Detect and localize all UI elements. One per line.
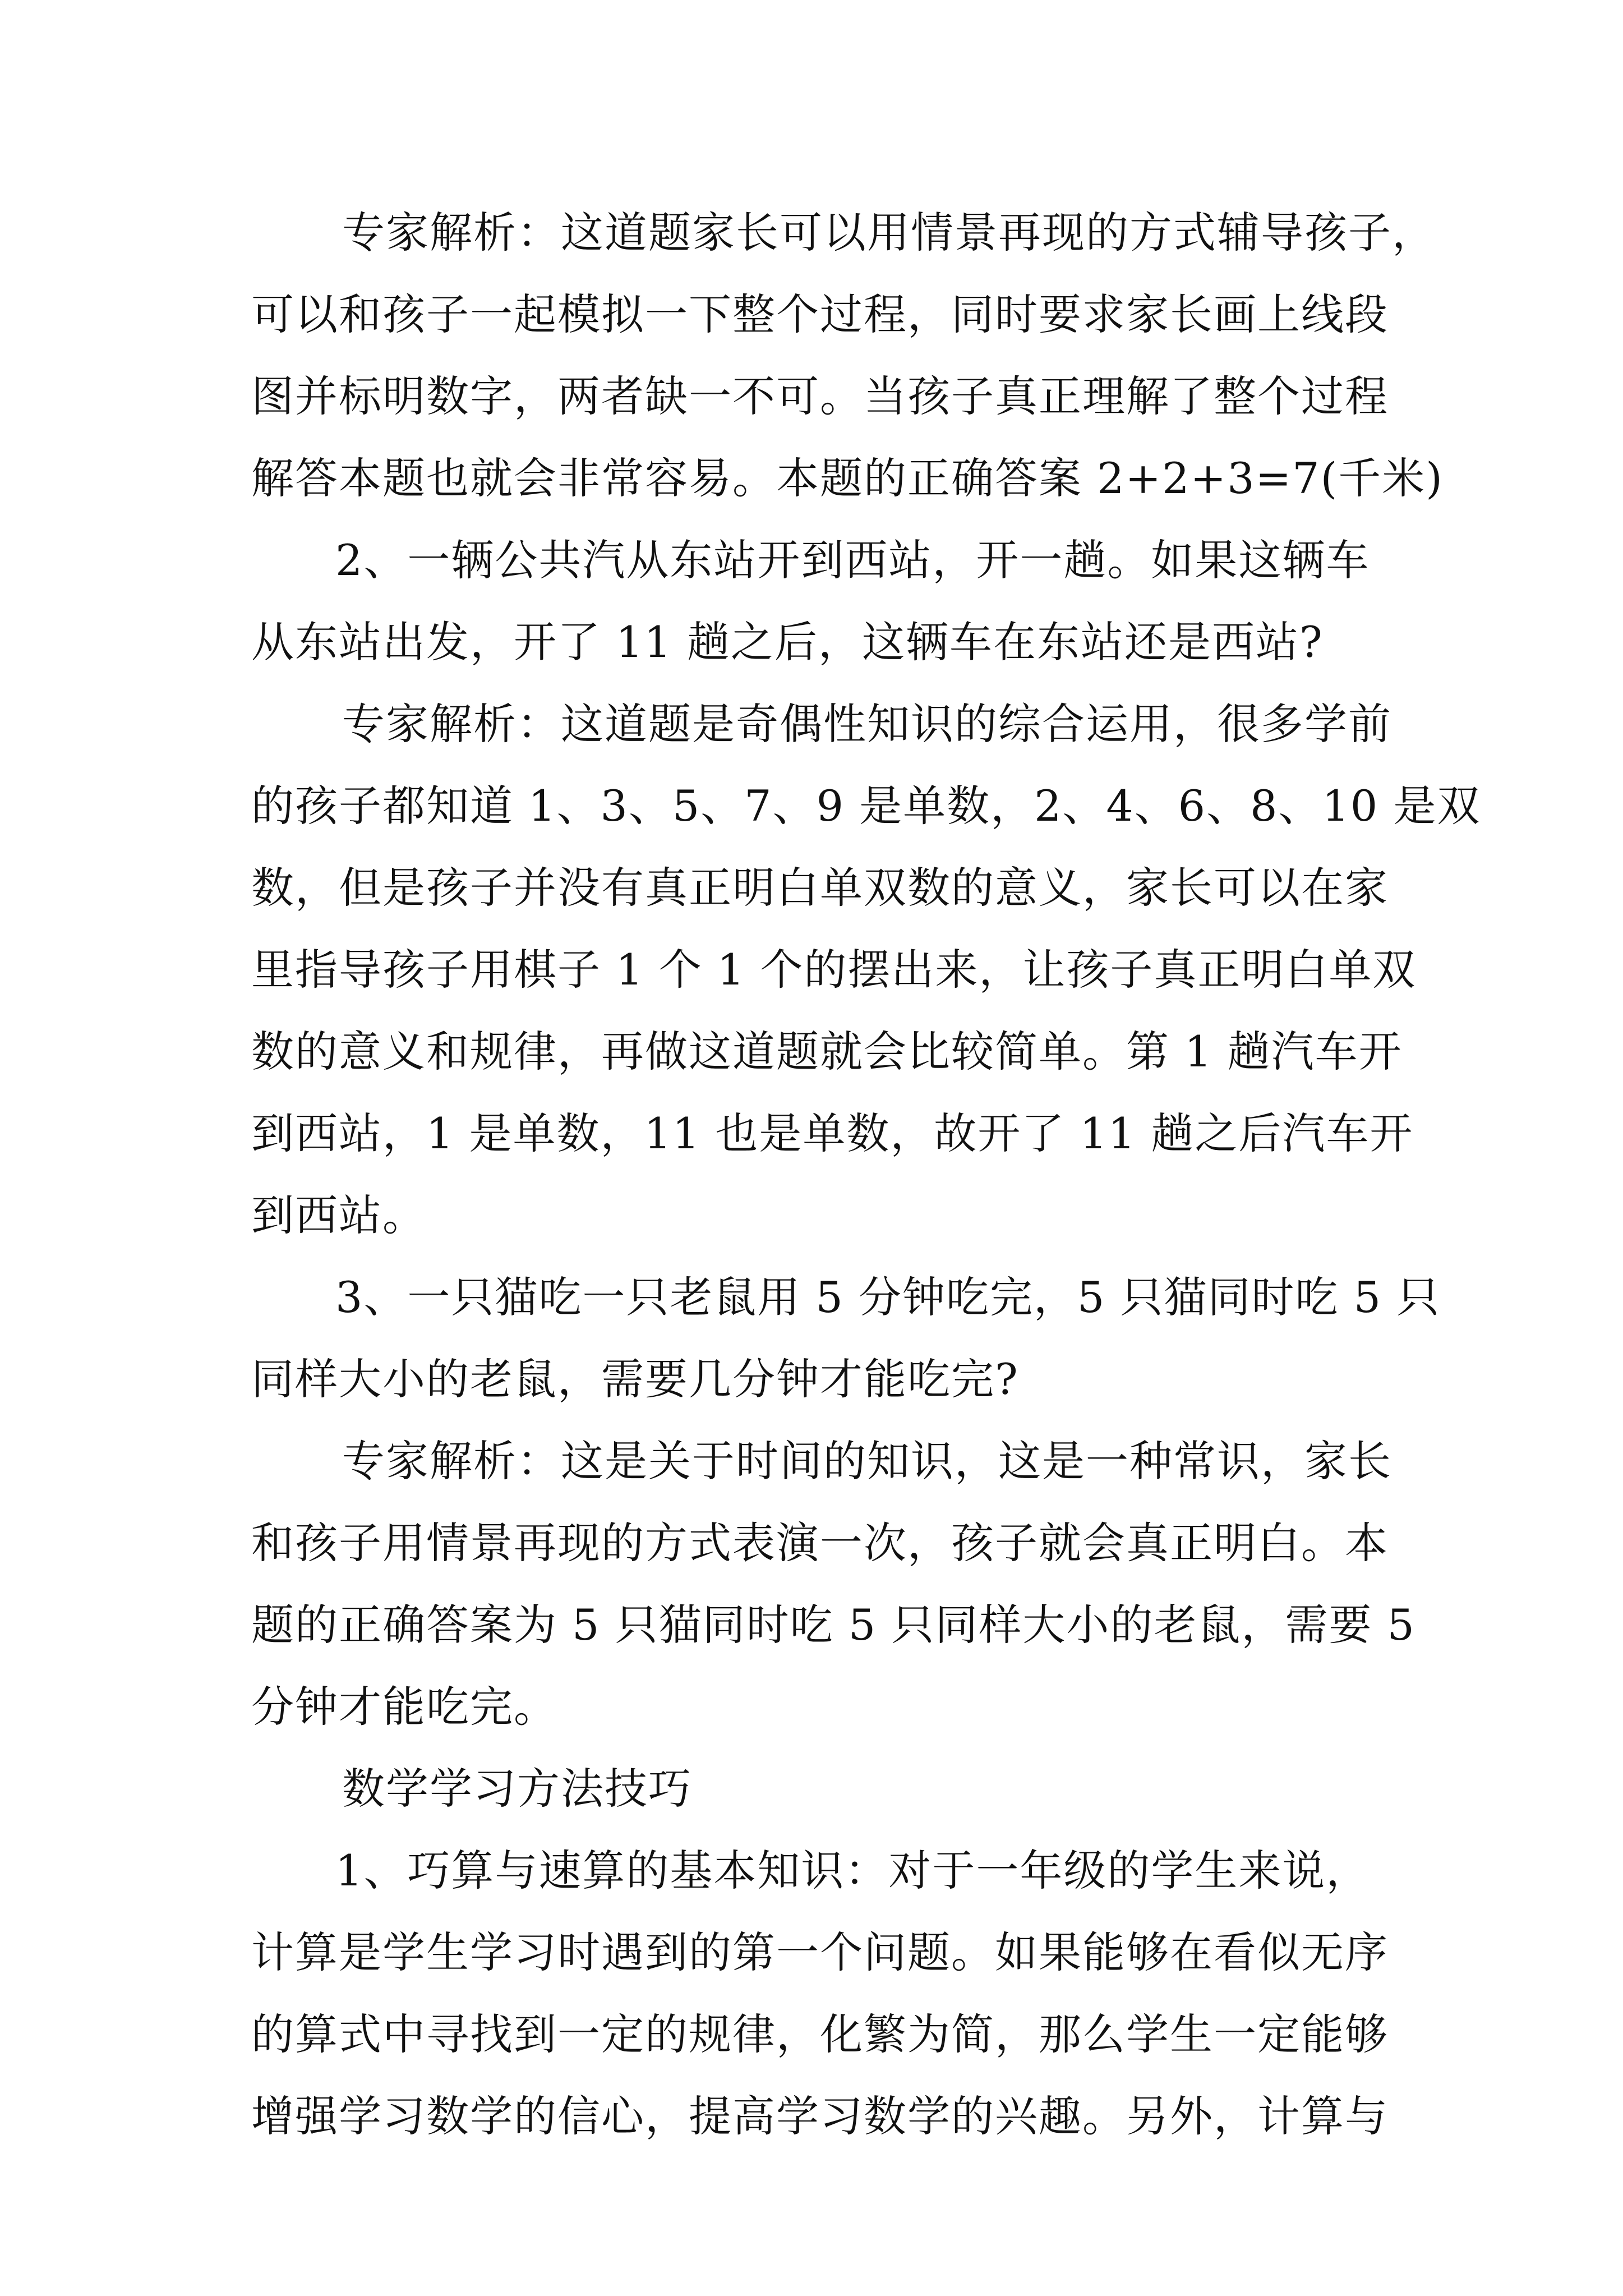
text-line: 2、一辆公共汽从东站开到西站，开一趟。如果这辆车 [335, 535, 1370, 585]
text-line: 从东站出发，开了 11 趟之后，这辆车在东站还是西站? [251, 617, 1324, 667]
text-line: 1、巧算与速算的基本知识：对于一年级的学生来说， [335, 1846, 1370, 1895]
text-line: 图并标明数字，两者缺一不可。当孩子真正理解了整个过程 [251, 371, 1389, 421]
text-line: 数的意义和规律，再做这道题就会比较简单。第 1 趟汽车开 [251, 1027, 1403, 1076]
text-line: 的算式中寻找到一定的规律，化繁为简，那么学生一定能够 [251, 2009, 1389, 2059]
text-line: 里指导孩子用棋子 1 个 1 个的摆出来，让孩子真正明白单双 [251, 945, 1417, 995]
text-line: 3、一只猫吃一只老鼠用 5 分钟吃完，5 只猫同时吃 5 只 [335, 1272, 1441, 1322]
text-line: 数，但是孩子并没有真正明白单双数的意义，家长可以在家 [251, 863, 1389, 913]
text-line: 和孩子用情景再现的方式表演一次，孩子就会真正明白。本 [251, 1518, 1389, 1568]
text-line: 专家解析：这是关于时间的知识，这是一种常识，家长 [342, 1436, 1392, 1486]
text-line: 专家解析：这道题是奇偶性知识的综合运用，很多学前 [342, 699, 1392, 749]
section-heading: 数学学习方法技巧 [342, 1764, 692, 1814]
text-line: 可以和孩子一起模拟一下整个过程，同时要求家长画上线段 [251, 289, 1389, 339]
text-line: 同样大小的老鼠，需要几分钟才能吃完? [251, 1354, 1019, 1404]
text-line: 的孩子都知道 1、3、5、7、9 是单数，2、4、6、8、10 是双 [251, 781, 1481, 831]
text-line: 题的正确答案为 5 只猫同时吃 5 只同样大小的老鼠，需要 5 [251, 1600, 1415, 1650]
text-line: 增强学习数学的信心，提高学习数学的兴趣。另外，计算与 [251, 2091, 1389, 2141]
text-line: 到西站，1 是单数，11 也是单数，故开了 11 趟之后汽车开 [251, 1108, 1414, 1158]
text-line: 专家解析：这道题家长可以用情景再现的方式辅导孩子， [342, 208, 1436, 257]
text-line: 解答本题也就会非常容易。本题的正确答案 2+2+3=7(千米) [251, 453, 1444, 503]
text-line: 到西站。 [251, 1190, 426, 1240]
text-line: 分钟才能吃完。 [251, 1682, 557, 1732]
text-line: 计算是学生学习时遇到的第一个问题。如果能够在看似无序 [251, 1927, 1389, 1977]
